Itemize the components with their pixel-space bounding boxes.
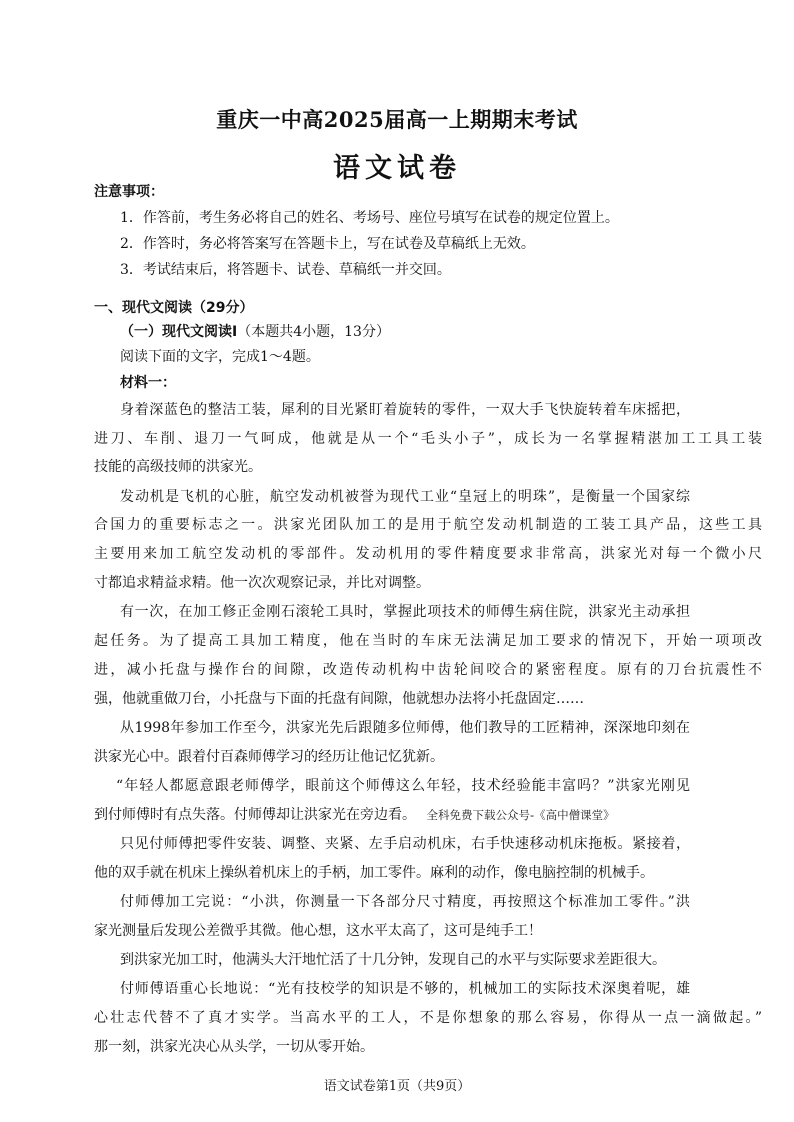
passage-line: 洪家光心中。跟着付百森师傅学习的经历让他记忆犹新。 — [94, 749, 444, 765]
passage-line: 那一刻，洪家光决心从头学，一切从零开始。 — [94, 1039, 374, 1055]
notice-item: 1．作答前，考生务必将自己的姓名、考场号、座位号填写在试卷的规定位置上。 — [120, 210, 619, 226]
passage-line: 心壮志代替不了真才实学。当高水平的工人，不是你想象的那么容易，你得从一点一滴做起。” — [94, 1010, 762, 1026]
passage-line: 发动机是飞机的心脏，航空发动机被誉为现代工业“皇冠上的明珠”，是衡量一个国家综 — [120, 489, 690, 505]
passage-line: 他的双手就在机床上操纵着机床上的手柄，加工零件。麻利的动作，像电脑控制的机械手。 — [94, 865, 654, 881]
notice-item: 2．作答时，务必将答案写在答题卡上，写在试卷及草稿纸上无效。 — [120, 236, 535, 252]
passage-line: 进刀、车削、退刀一气呵成，他就是从一个“毛头小子”，成长为一名掌握精湛加工工具工装 — [94, 431, 762, 447]
passage-line: 主要用来加工航空发动机的零部件。发动机用的零件精度要求非常高，洪家光对每一个微小尺 — [94, 546, 762, 562]
passage-line: 付师傅加工完说：“小洪，你测量一下各部分尺寸精度，再按照这个标准加工零件。”洪 — [120, 894, 690, 910]
subsection-info: （本题共4小题，13分） — [237, 324, 390, 340]
passage-line: 家光测量后发现公差微乎其微。他心想，这水平太高了，这可是纯手工！ — [94, 923, 542, 939]
passage-line: 寸都追求精益求精。他一次次观察记录，并比对调整。 — [94, 575, 430, 591]
passage-line: 身着深蓝色的整洁工装，犀利的目光紧盯着旋转的零件，一双大手飞快旋转着车床摇把， — [120, 402, 690, 418]
passage-line: 有一次，在加工修正金刚石滚轮工具时，掌握此项技术的师傅生病住院，洪家光主动承担 — [120, 604, 690, 620]
passage-line: 技能的高级技师的洪家光。 — [94, 459, 262, 475]
passage-line: 合国力的重要标志之一。洪家光团队加工的是用于航空发动机制造的工装工具产品，这些工具 — [94, 517, 762, 533]
passage-line: 进，减小托盘与操作台的间隙，改造传动机构中齿轮间咬合的紧密程度。原有的刀台抗震性不 — [94, 662, 762, 678]
passage-text: 到付师傅时有点失落。付师傅却让洪家光在旁边看。 — [94, 807, 416, 823]
material-label: 材料一： — [120, 375, 176, 391]
page-footer: 语文试卷第1页（共9页） — [323, 1079, 471, 1094]
subsection-heading — [120, 322, 390, 342]
passage-line: 到洪家光加工时，他满头大汗地忙活了十几分钟，发现自己的水平与实际要求差距很大。 — [120, 952, 666, 968]
passage-line: “年轻人都愿意跟老师傅学，眼前这个师傅这么年轻，技术经验能丰富吗？”洪家光刚见 — [116, 778, 690, 794]
passage-line: 只见付师傅把零件安装、调整、夹紧、左手启动机床，右手快速移动机床拖板。紧接着， — [120, 836, 690, 852]
passage-line — [94, 805, 615, 825]
passage-line: 从1998年参加工作至今，洪家光先后跟随多位师傅，他们教导的工匠精神，深深地印刻在 — [120, 720, 690, 736]
subsection-label: （一）现代文阅读Ⅰ — [120, 324, 238, 340]
section-heading: 一、现代文阅读（29分） — [94, 300, 254, 316]
notice-heading: 注意事项： — [94, 184, 164, 200]
exam-subtitle: 语文试卷 — [333, 153, 461, 184]
exam-title: 重庆一中高2025届高一上期期末考试 — [216, 107, 578, 132]
watermark-note: 全科免费下载公众号-《高中僧课堂》 — [426, 808, 615, 822]
instruction: 阅读下面的文字，完成1～4题。 — [120, 349, 320, 365]
passage-line: 付师傅语重心长地说：“光有技校学的知识是不够的，机械加工的实际技术深奥着呢，雄 — [120, 981, 690, 997]
passage-line: 强，他就重做刀台，小托盘与下面的托盘有间隙，他就想办法将小托盘固定…… — [94, 691, 584, 707]
notice-item: 3．考试结束后，将答题卡、试卷、草稿纸一并交回。 — [120, 262, 451, 278]
passage-line: 起任务。为了提高工具加工精度，他在当时的车床无法满足加工要求的情况下，开始一项项改 — [94, 633, 762, 649]
